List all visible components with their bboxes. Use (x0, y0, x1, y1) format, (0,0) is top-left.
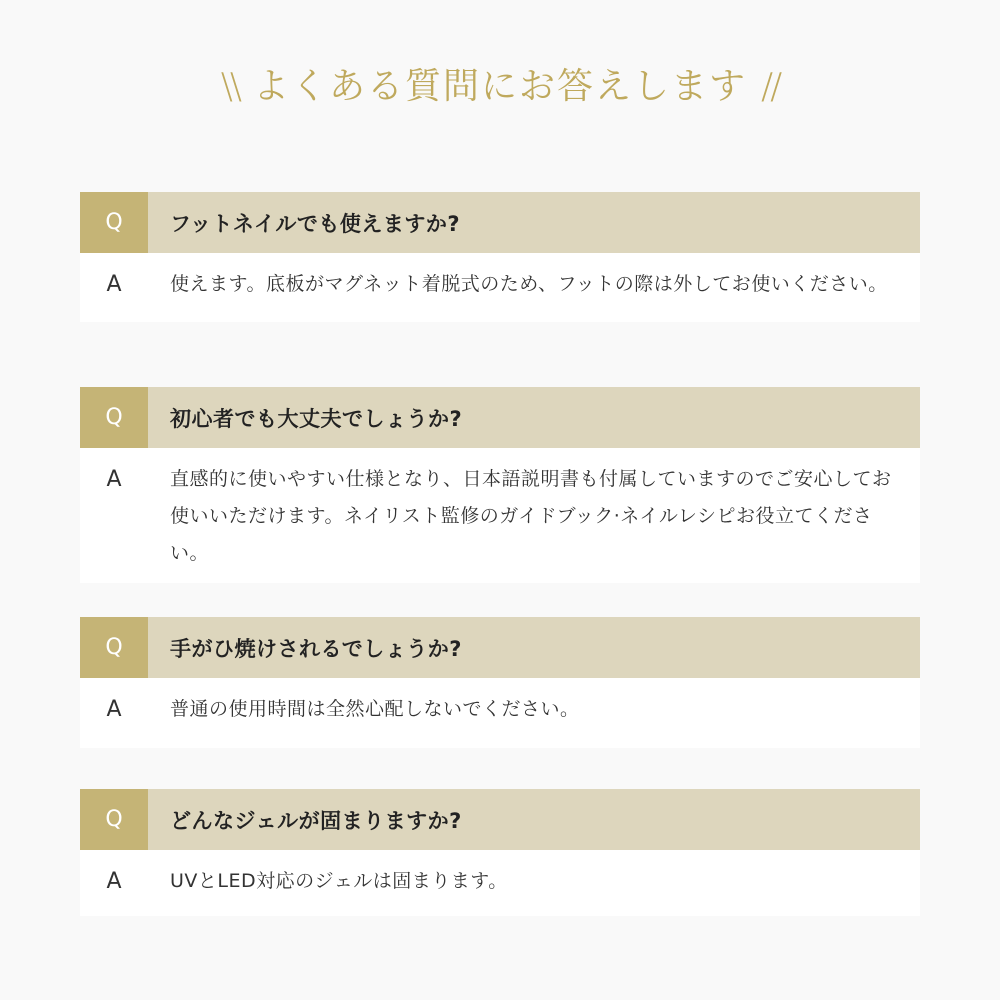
question-row (80, 192, 920, 253)
faq-item-1 (80, 192, 920, 322)
faq-item-3 (80, 617, 920, 748)
faq-item-4 (80, 789, 920, 916)
question-row (80, 387, 920, 448)
question-text: 初心者でも大丈夫でしょうか? (170, 406, 463, 431)
answer-text: 直感的に使いやすい仕様となり、日本語説明書も付属していますのでご安心してお使いいただけます。ネイリスト監修のガイドブック·ネイルレシピお役立てください。 (170, 468, 892, 564)
faq-heading (0, 62, 1000, 112)
question-row (80, 617, 920, 678)
a-label: A (106, 697, 122, 722)
faq-item-2 (80, 387, 920, 583)
question-text: 手がひ焼けされるでしょうか? (170, 636, 462, 661)
answer-row (80, 448, 920, 583)
q-badge: Q (80, 617, 148, 678)
answer-row (80, 678, 920, 748)
heading-slash-right: // (761, 66, 780, 107)
a-label: A (106, 467, 122, 492)
page-title: よくある質問にお答えします (252, 66, 747, 107)
answer-text: UVとLED対応のジェルは固まります。 (170, 870, 508, 892)
a-label: A (106, 272, 122, 297)
a-label: A (106, 869, 122, 894)
answer-row (80, 253, 920, 322)
q-badge: Q (80, 789, 148, 850)
question-text: どんなジェルが固まりますか? (170, 808, 462, 833)
q-badge: Q (80, 192, 148, 253)
q-badge: Q (80, 387, 148, 448)
question-text: フットネイルでも使えますか? (170, 211, 461, 236)
answer-text: 使えます。底板がマグネット着脱式のため、フットの際は外してお使いください。 (170, 273, 888, 295)
answer-text: 普通の使用時間は全然心配しないでください。 (170, 698, 580, 720)
question-row (80, 789, 920, 850)
heading-slash-left: \\ (220, 66, 239, 107)
answer-row (80, 850, 920, 916)
